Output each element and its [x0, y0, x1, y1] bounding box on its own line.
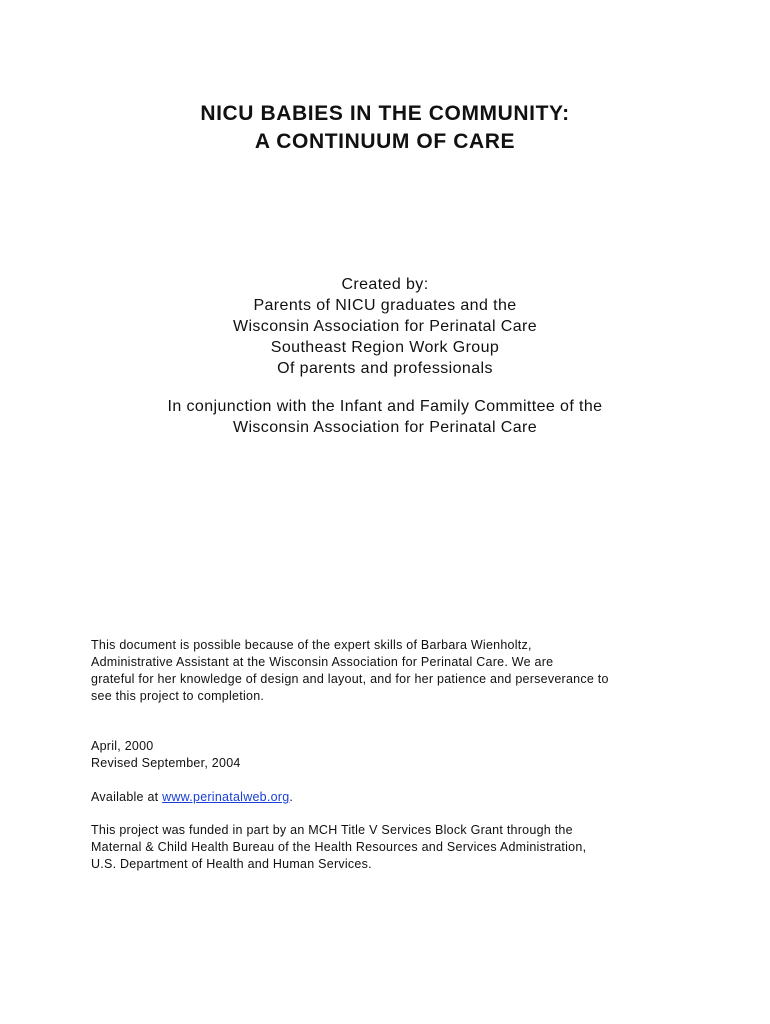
revised-date: Revised September, 2004	[91, 756, 241, 770]
created-by-line: Parents of NICU graduates and the	[253, 297, 517, 314]
created-by-block	[0, 274, 770, 379]
title-line-1: NICU BABIES IN THE COMMUNITY:	[200, 102, 570, 125]
availability-prefix: Available at	[91, 790, 163, 804]
acknowledgement-line: grateful for her knowledge of design and layout, and for her patience and perseverance to	[91, 672, 609, 686]
created-by-line: Of parents and professionals	[277, 360, 493, 377]
availability-suffix: .	[289, 790, 294, 804]
created-by-label: Created by:	[341, 276, 429, 293]
created-by-line: Wisconsin Association for Perinatal Care	[232, 318, 538, 335]
document-title	[0, 100, 770, 156]
acknowledgement-paragraph	[91, 637, 701, 705]
dates-block	[91, 738, 701, 772]
funding-line: Maternal & Child Health Bureau of the Health Resources and Services Administration,	[91, 840, 587, 854]
funding-paragraph	[91, 822, 701, 873]
acknowledgement-line: This document is possible because of the expert skills of Barbara Wienholtz,	[91, 638, 532, 652]
acknowledgement-line: see this project to completion.	[91, 689, 265, 703]
acknowledgement-line: Administrative Assistant at the Wisconsin Association for Perinatal Care. We are	[91, 655, 554, 669]
availability-line	[91, 789, 701, 806]
conjunction-line: Wisconsin Association for Perinatal Care	[232, 419, 538, 436]
conjunction-line: In conjunction with the Infant and Family Committee of the	[167, 398, 603, 415]
funding-line: This project was funded in part by an MCH Title V Services Block Grant through the	[91, 823, 573, 837]
website-link[interactable]: www.perinatalweb.org	[162, 790, 290, 804]
conjunction-block	[0, 396, 770, 438]
created-by-line: Southeast Region Work Group	[270, 339, 500, 356]
title-line-2: A CONTINUUM OF CARE	[254, 130, 516, 153]
original-date: April, 2000	[91, 739, 154, 753]
funding-line: U.S. Department of Health and Human Services.	[91, 857, 372, 871]
